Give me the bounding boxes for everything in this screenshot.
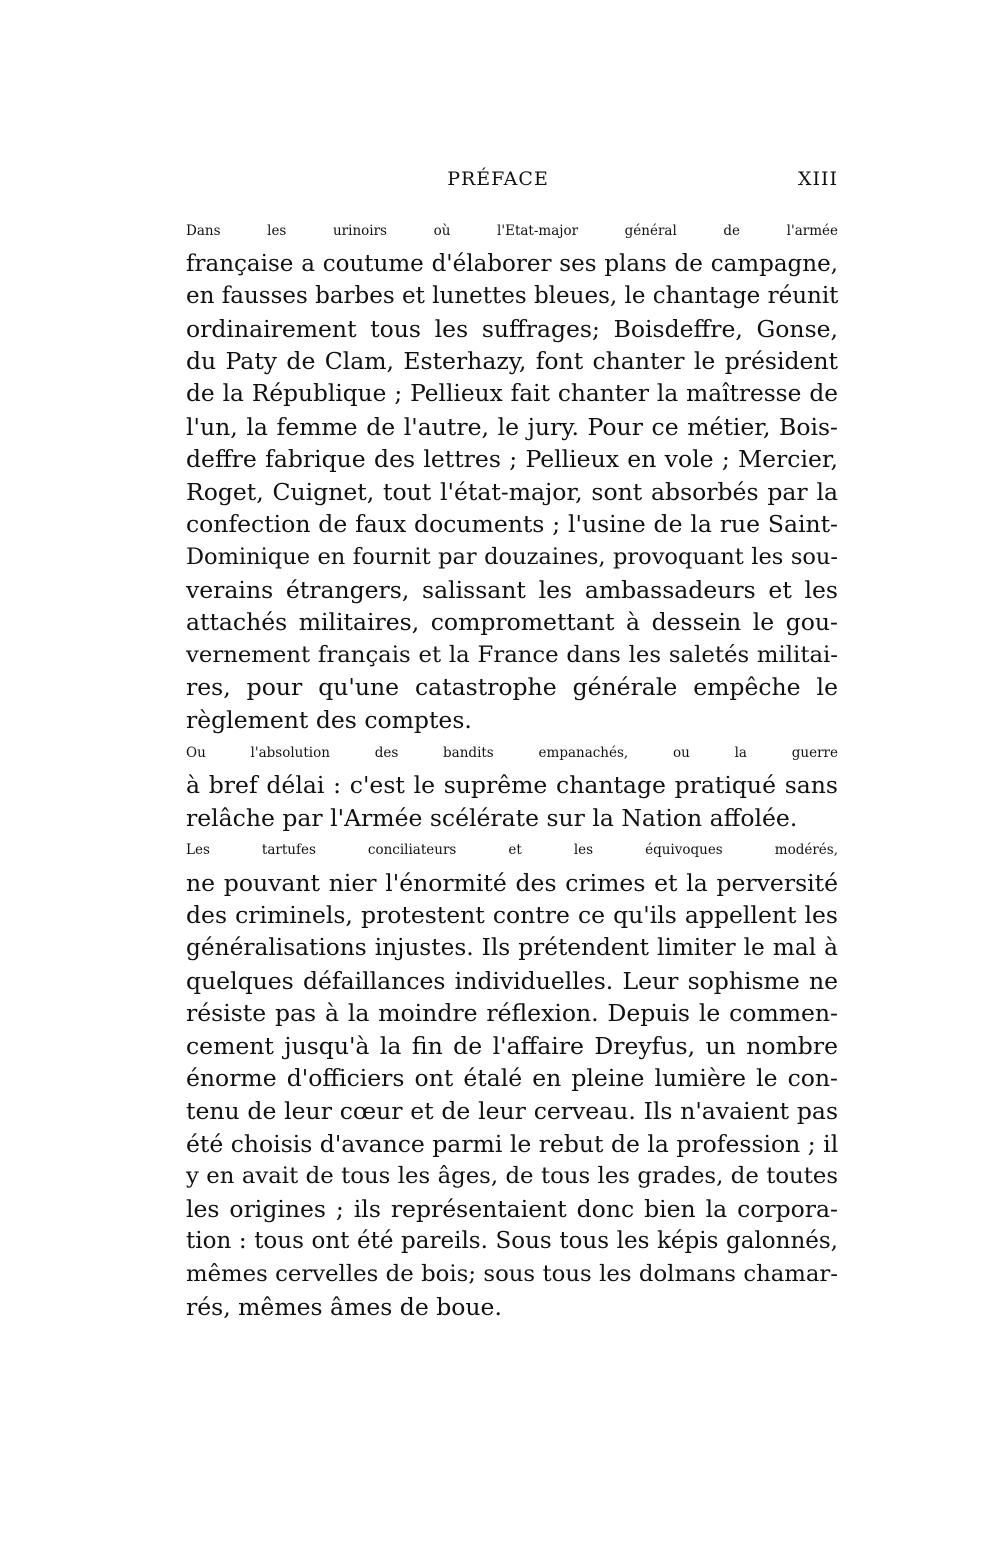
text-line: tion : tous ont été pareils. Sous tous les képis galonnés, [186,1228,838,1255]
text-line: quelques défaillances individuelles. Leur sophisme ne [186,966,838,995]
text-line: Dominique en fournit par douzaines, provoquant les sou- [186,543,838,570]
text-line: ordinairement tous les suffrages; Boisdeffre, Gonse, [186,314,838,343]
text-line: Ou l'absolution des bandits empanachés, ou la guerre [186,744,838,761]
text-line: les origines ; ils représentaient donc bien la corpora- [186,1194,838,1223]
text-line: Dans les urinoirs où l'Etat-major général de l'armée [186,223,838,239]
text-line: règlement des comptes. [186,705,472,734]
text-line: en fausses barbes et lunettes bleues, le chantage réunit [186,283,839,310]
text-line: y en avait de tous les âges, de tous les grades, de toutes [186,1163,838,1190]
text-line: été choisis d'avance parmi le rebut de la profession ; il [186,1129,839,1158]
text-line: de la République ; Pellieux fait chanter la maîtresse de [186,379,838,407]
text-line: vernement français et la France dans les saletés militai- [186,641,838,668]
text-line: l'un, la femme de l'autre, le jury. Pour ce métier, Bois- [186,412,838,441]
paragraph-3 [158,834,838,1323]
body-text [158,215,838,1323]
text-line: deffre fabrique des lettres ; Pellieux en vole ; Mercier, [186,445,838,474]
text-line: cement jusqu'à la fin de l'affaire Dreyfus, un nombre [186,1031,838,1060]
paragraph-2 [158,737,838,835]
text-line: Les tartufes conciliateurs et les équivoques modérés, [186,842,838,859]
text-line: du Paty de Clam, Esterhazy, font chanter le président [186,347,838,376]
text-line: relâche par l'Armée scélérate sur la Nation affolée. [186,803,798,832]
text-line: res, pour qu'une catastrophe générale empêche le [186,673,838,702]
text-line: ne pouvant nier l'énormité des crimes et la perversité [186,868,838,897]
text-line: confection de faux documents ; l'usine de la rue Saint- [186,510,838,539]
running-head [158,168,838,198]
text-line: française a coutume d'élaborer ses plans de campagne, [186,250,838,277]
text-line: énorme d'officiers ont étalé en pleine lumière le con- [186,1064,838,1093]
running-title: PRÉFACE [447,168,549,190]
text-line: mêmes cervelles de bois; sous tous les dolmans chamar- [186,1261,838,1287]
text-line: généralisations injustes. Ils prétendent limiter le mal à [186,934,838,962]
text-line: Roget, Cuignet, tout l'état-major, sont absorbés par la [186,477,838,506]
paragraph-1 [158,215,838,737]
text-line: tenu de leur cœur et de leur cerveau. Ils n'avaient pas [186,1097,838,1126]
text-line: attachés militaires, compromettant à dessein le gou- [186,608,838,637]
text-line: résiste pas à la moindre réflexion. Depuis le commen- [186,999,838,1028]
text-line: à bref délai : c'est le suprême chantage pratiqué sans [186,771,838,800]
page-number: XIII [797,168,838,190]
text-line: verains étrangers, salissant les ambassadeurs et les [186,575,838,604]
text-line: des criminels, protestent contre ce qu'ils appellent les [186,901,838,930]
text-line: rés, mêmes âmes de boue. [186,1292,502,1321]
